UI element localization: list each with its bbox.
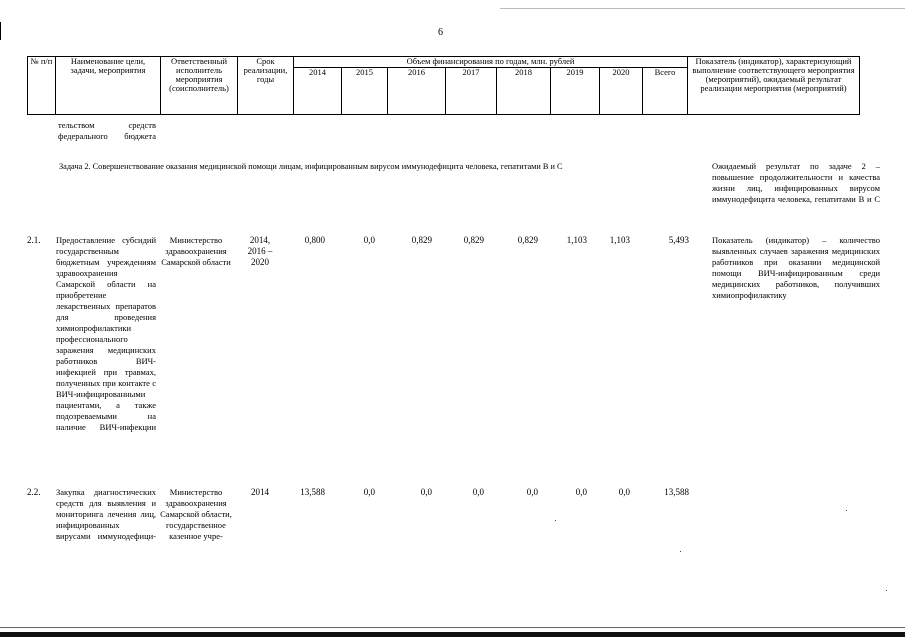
header-year: 2014 — [294, 68, 342, 115]
row-value-2020: 1,103 — [609, 235, 630, 245]
scan-speck — [680, 551, 681, 552]
row-name: Закупка диагностических средств для выявления и мониторинга лечения лиц, инфицированных вирусами иммунодефици- — [56, 487, 156, 541]
row-total: 5,493 — [668, 235, 689, 245]
row-value-2014: 0,800 — [304, 235, 325, 245]
bottom-rule-thin — [0, 627, 905, 628]
page-number: 6 — [438, 27, 443, 38]
top-rule — [500, 8, 905, 9]
row-total: 13,588 — [664, 487, 689, 497]
header-col-indicator: Показатель (индикатор), характеризующий выполнение соответствующего мероприятия (мероприятий), ожидаемый результат реализации мероприятия (мероприятий) — [688, 57, 860, 115]
header-year: 2016 — [388, 68, 446, 115]
scan-mark — [0, 22, 1, 40]
row-value-2015: 0,0 — [363, 487, 375, 497]
row-value-2015: 0,0 — [363, 235, 375, 245]
header-col-no: № п/п — [28, 57, 56, 115]
row-value-2014: 13,588 — [300, 487, 325, 497]
scan-speck — [846, 510, 847, 511]
task-expected-result: Ожидаемый результат по задаче 2 – повышение продолжительности и качества жизни лиц, инфицированных вирусом иммунодефицита человека, гепатитами В и С — [712, 161, 880, 204]
scan-speck — [555, 520, 556, 521]
row-value-2019: 0,0 — [575, 487, 587, 497]
header-funding-group: Объем финансирования по годам, млн. рублей — [294, 57, 688, 68]
header-col-name: Наименование цели, задачи, мероприятия — [56, 57, 161, 115]
bottom-rule — [0, 632, 905, 637]
row-value-2019: 1,103 — [566, 235, 587, 245]
row-value-2020: 0,0 — [618, 487, 630, 497]
table-header — [27, 56, 860, 115]
header-col-total: Всего — [643, 68, 688, 115]
row-value-2018: 0,0 — [526, 487, 538, 497]
row-term: 2014, 2016 – 2020 — [247, 235, 273, 267]
row-value-2017: 0,0 — [472, 487, 484, 497]
row-number: 2.1. — [27, 235, 41, 245]
row-responsible: Министерство здравоохранения Самарской области, государственное казенное учре- — [160, 487, 232, 541]
row-value-2016: 0,0 — [420, 487, 432, 497]
header-year: 2015 — [342, 68, 388, 115]
header-year: 2018 — [497, 68, 551, 115]
row-number: 2.2. — [27, 487, 41, 497]
row-value-2017: 0,829 — [463, 235, 484, 245]
row-responsible: Министерство здравоохранения Самарской области — [161, 235, 231, 267]
scan-speck — [886, 590, 887, 591]
row-value-2018: 0,829 — [517, 235, 538, 245]
header-year: 2019 — [551, 68, 600, 115]
header-year: 2020 — [600, 68, 643, 115]
header-year: 2017 — [446, 68, 497, 115]
carryover-text: тельством средств федерального бюджета — [58, 120, 156, 141]
row-name: Предоставление субсидий государственным бюджетным учреждениям здравоохранения Самарской области на приобретение лекарственных препаратов для проведения химиопрофилактики профессионального заражения медицинских работников ВИЧ-инфекцией при травмах, полученных при контакте с ВИЧ-инфицированными пациентами, а также подозреваемыми на наличие ВИЧ-инфекции — [56, 235, 156, 432]
header-col-term: Срок реализации, годы — [238, 57, 294, 115]
row-value-2016: 0,829 — [411, 235, 432, 245]
row-term: 2014 — [251, 487, 269, 497]
row-indicator: Показатель (индикатор) – количество выявленных случаев заражения медицинских работников при оказании медицинской помощи ВИЧ-инфицированным среди медицинских работников, получивших химиопрофилактику — [712, 235, 880, 300]
header-col-responsible: Ответственный исполнитель мероприятия (соисполнитель) — [161, 57, 238, 115]
task-title: Задача 2. Совершенствование оказания медицинской помощи лицам, инфицированным вирусом иммунодефицита человека, гепатитами В и С — [59, 162, 563, 171]
